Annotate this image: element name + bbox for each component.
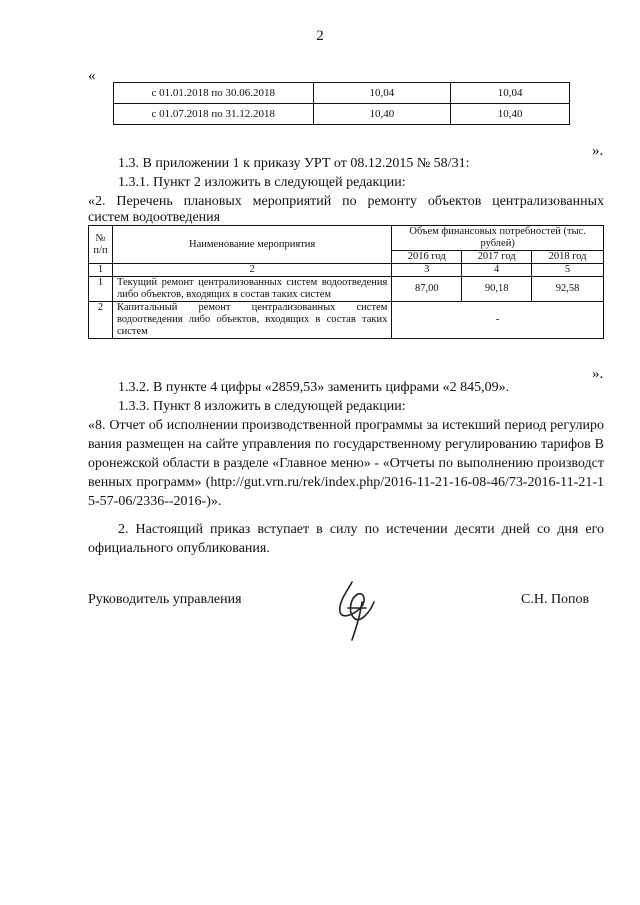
table-row	[89, 302, 604, 339]
measures-table	[88, 225, 604, 339]
tariff-table	[113, 82, 570, 125]
index-cell: 3	[392, 264, 462, 277]
value-cell: 10,40	[313, 104, 451, 125]
page-number: 2	[316, 28, 324, 44]
table-row	[89, 277, 604, 302]
value-cell: 10,40	[451, 104, 570, 125]
period-cell: с 01.07.2018 по 31.12.2018	[114, 104, 314, 125]
value-2018: 92,58	[532, 277, 604, 302]
closing-quote: ».	[592, 143, 604, 159]
value-cell: 10,04	[313, 83, 451, 104]
paragraph-item8: «8. Отчет об исполнении производственной программы за истекший период регулирования размещен на сайте управления по государственному регулированию тарифов Воронежской области в разделе «Главное меню» - «Отчеты по выполнению производственных программ» (http://gut.vrn.ru/rek/index.php/2016-11-21-16-08-46/73-2016-11-21-15-57-06/2336--2016-)».	[88, 418, 604, 509]
header-year: 2016 год	[392, 251, 462, 264]
table-row	[114, 104, 570, 125]
header-year: 2018 год	[532, 251, 604, 264]
paragraph-1-3: 1.3. В приложении 1 к приказу УРТ от 08.12.2015 № 58/31:	[118, 156, 470, 171]
index-cell: 2	[112, 264, 391, 277]
value-merged: -	[392, 302, 604, 339]
opening-quote: «	[88, 68, 96, 84]
closing-quote-2: ».	[592, 366, 604, 382]
signatory-title: Руководитель управления	[88, 592, 242, 607]
header-name: Наименование мероприятия	[112, 226, 391, 264]
row-name: Капитальный ремонт централизованных систем водоотведения либо объектов, входящих в состав таких систем	[112, 302, 391, 339]
header-year: 2017 год	[462, 251, 532, 264]
row-num: 1	[89, 277, 113, 302]
paragraph-1-3-1: 1.3.1. Пункт 2 изложить в следующей редакции:	[118, 175, 406, 190]
paragraph-item2-line1: «2. Перечень плановых мероприятий по ремонту объектов централизованных	[88, 194, 604, 209]
header-num: № п/п	[89, 226, 113, 264]
row-num: 2	[89, 302, 113, 339]
table-row	[114, 83, 570, 104]
index-cell: 1	[89, 264, 113, 277]
header-volume: Объем финансовых потребностей (тыс. рублей)	[392, 226, 604, 251]
period-cell: с 01.01.2018 по 30.06.2018	[114, 83, 314, 104]
paragraph-item2-line2: систем водоотведения	[88, 210, 221, 225]
value-2016: 87,00	[392, 277, 462, 302]
paragraph-2: 2. Настоящий приказ вступает в силу по истечении десяти дней со дня его официального опубликования.	[88, 522, 604, 556]
handwritten-signature	[318, 572, 388, 644]
index-cell: 4	[462, 264, 532, 277]
paragraph-1-3-2: 1.3.2. В пункте 4 цифры «2859,53» заменить цифрами «2 845,09».	[118, 380, 510, 395]
value-2017: 90,18	[462, 277, 532, 302]
value-cell: 10,04	[451, 83, 570, 104]
row-name: Текущий ремонт централизованных систем водоотведения либо объектов, входящих в состав таких систем	[112, 277, 391, 302]
index-cell: 5	[532, 264, 604, 277]
signatory-name: С.Н. Попов	[521, 592, 590, 607]
paragraph-1-3-3: 1.3.3. Пункт 8 изложить в следующей редакции:	[118, 399, 406, 414]
